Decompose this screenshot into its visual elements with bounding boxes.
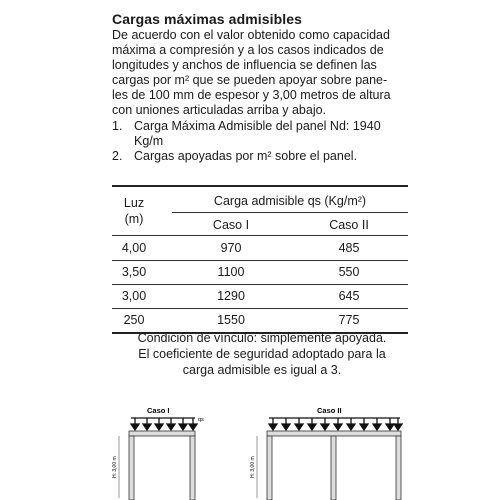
- row-rule: [112, 308, 408, 309]
- header-group: Carga admisible qs (Kg/m²): [213, 194, 367, 208]
- row-caso-1: 1550: [217, 313, 245, 327]
- right-wall: [190, 436, 195, 500]
- list-text: Cargas apoyadas por m² sobre el panel.: [134, 149, 358, 163]
- row-luz: 250: [123, 313, 145, 327]
- top-beam: [129, 431, 195, 436]
- row-caso-2: 645: [338, 289, 360, 303]
- left-wall: [129, 436, 134, 500]
- header-caso-2: Caso II: [329, 218, 369, 232]
- diagram-caso-2-label: Caso II: [317, 406, 342, 415]
- list-item: [112, 149, 412, 164]
- load-arrows: [131, 418, 197, 430]
- row-caso-1: 970: [220, 241, 242, 255]
- right-wall: [396, 436, 401, 500]
- diagram-load-label: qs: [198, 417, 204, 423]
- note-line: El coeficiente de seguridad adoptado para la: [138, 347, 386, 361]
- diagram-caso-2: [235, 400, 410, 500]
- note-line: Condición de vínculo: simplemente apoyada.: [137, 331, 387, 345]
- diagram-caso-1: [95, 400, 220, 500]
- row-luz: 3,50: [121, 265, 147, 279]
- intro-line: les de 100 mm de espesor y 3,00 metros de altura: [112, 88, 391, 102]
- note-line: carga admisible es igual a 3.: [182, 363, 342, 377]
- numbered-list: [112, 119, 412, 164]
- middle-wall: [331, 436, 336, 500]
- row-caso-1: 1100: [217, 265, 245, 279]
- section-title: Cargas máximas admisibles: [112, 11, 303, 27]
- note-paragraph: [112, 330, 412, 378]
- list-text-cont: Kg/m: [134, 134, 164, 148]
- row-caso-2: 775: [338, 313, 360, 327]
- header-sub-rule: [172, 212, 408, 213]
- load-arrows: [269, 418, 402, 430]
- list-number: 1.: [112, 119, 123, 133]
- diagram-caso-1-label: Caso I: [147, 406, 170, 415]
- header-luz-unit: (m): [124, 212, 144, 226]
- header-bottom-rule: [112, 235, 408, 236]
- list-item: [112, 119, 412, 149]
- intro-line: con uniones articuladas arriba y abajo.: [112, 103, 327, 117]
- row-caso-1: 1290: [217, 289, 245, 303]
- intro-line: longitudes y anchos de influencia se definen las: [112, 58, 377, 72]
- height-label: H: 3,00 m: [112, 456, 118, 478]
- intro-paragraph: [112, 28, 412, 118]
- row-rule: [112, 284, 408, 285]
- table-top-rule: [112, 185, 408, 187]
- intro-line: cargas por m² que se pueden apoyar sobre pane-: [112, 73, 388, 87]
- list-number: 2.: [112, 149, 123, 163]
- intro-line: máxima a compresión y a los casos indicados de: [112, 43, 384, 57]
- row-caso-2: 485: [338, 241, 360, 255]
- header-luz: Luz: [123, 196, 145, 210]
- header-caso-1: Caso I: [212, 218, 250, 232]
- intro-line: De acuerdo con el valor obtenido como capacidad: [112, 28, 390, 42]
- height-label: H: 3,00 m: [250, 456, 256, 478]
- row-caso-2: 550: [338, 265, 360, 279]
- top-beam: [267, 431, 401, 436]
- list-text: Carga Máxima Admisible del panel Nd: 1940: [134, 119, 381, 133]
- left-wall: [267, 436, 272, 500]
- row-luz: 3,00: [121, 289, 147, 303]
- row-luz: 4,00: [121, 241, 147, 255]
- row-rule: [112, 260, 408, 261]
